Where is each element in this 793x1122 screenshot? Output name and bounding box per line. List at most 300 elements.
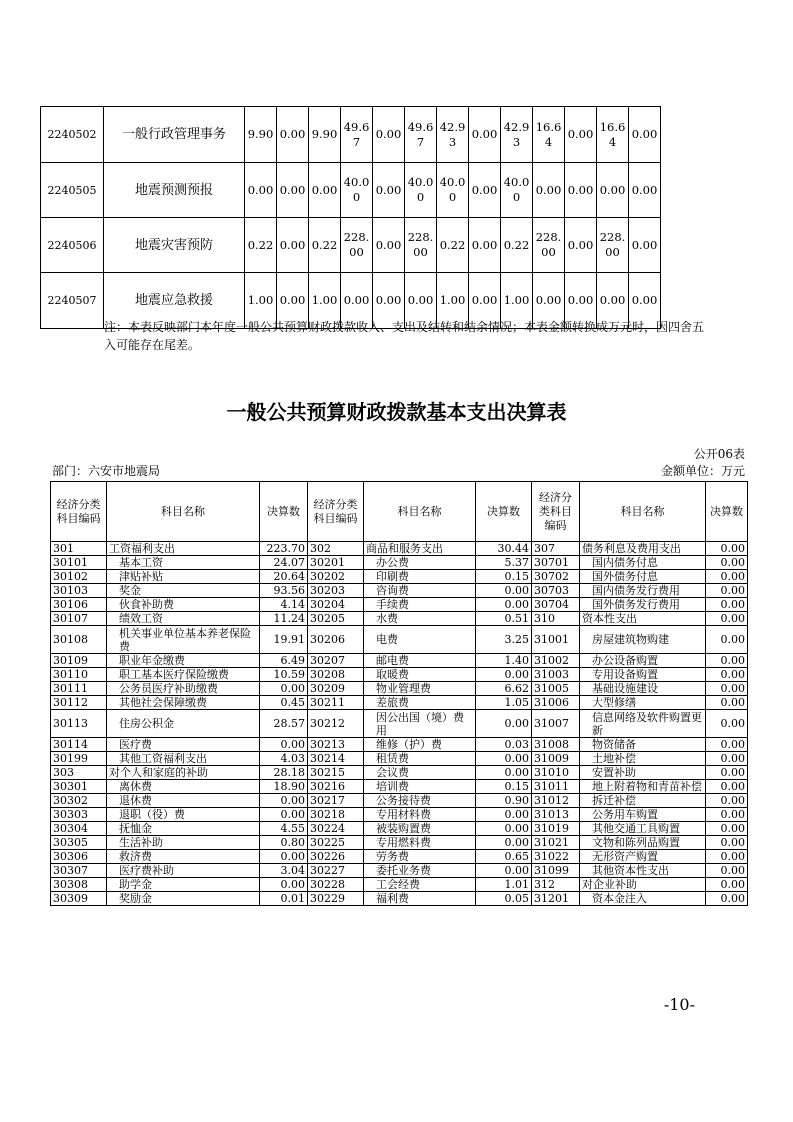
header-amount-1: 决算数 bbox=[260, 482, 308, 542]
economic-code: 30208 bbox=[308, 668, 364, 682]
amount-cell: 223.70 bbox=[260, 542, 308, 556]
amount-cell: 0.00 bbox=[706, 864, 748, 878]
economic-code: 30228 bbox=[308, 878, 364, 892]
table-row bbox=[51, 850, 748, 864]
economic-code: 30303 bbox=[51, 808, 107, 822]
amount-cell: 0.00 bbox=[533, 163, 565, 218]
header-code-3: 经济分类科目编码 bbox=[532, 482, 580, 542]
amount-cell: 16.64 bbox=[533, 107, 565, 163]
amount-cell: 1.05 bbox=[476, 696, 532, 710]
subject-name: 奖励金 bbox=[107, 892, 260, 906]
economic-code: 30703 bbox=[532, 584, 580, 598]
subject-name: 水费 bbox=[364, 612, 476, 626]
amount-cell: 0.00 bbox=[706, 850, 748, 864]
amount-cell: 0.00 bbox=[476, 822, 532, 836]
amount-cell: 0.00 bbox=[706, 794, 748, 808]
subject-code: 2240502 bbox=[41, 107, 104, 163]
amount-cell: 28.57 bbox=[260, 710, 308, 738]
subject-name: 基础设施建设 bbox=[580, 682, 706, 696]
amount-cell: 228.00 bbox=[597, 218, 629, 273]
subject-name: 印刷费 bbox=[364, 570, 476, 584]
unit-label: 金额单位：万元 bbox=[660, 464, 745, 478]
economic-code: 31019 bbox=[532, 822, 580, 836]
subject-name: 公务接待费 bbox=[364, 794, 476, 808]
subject-name: 专用燃料费 bbox=[364, 836, 476, 850]
amount-cell: 10.59 bbox=[260, 668, 308, 682]
subject-name: 工会经费 bbox=[364, 878, 476, 892]
table-row bbox=[51, 892, 748, 906]
table-row bbox=[41, 107, 661, 163]
economic-code: 30110 bbox=[51, 668, 107, 682]
economic-code: 30216 bbox=[308, 780, 364, 794]
subject-name: 绩效工资 bbox=[107, 612, 260, 626]
subject-name: 伙食补助费 bbox=[107, 598, 260, 612]
amount-cell: 40.00 bbox=[341, 163, 373, 218]
subject-name: 委托业务费 bbox=[364, 864, 476, 878]
subject-name: 对企业补助 bbox=[580, 878, 706, 892]
subject-name: 办公设备购置 bbox=[580, 654, 706, 668]
economic-code: 30201 bbox=[308, 556, 364, 570]
table-row bbox=[51, 570, 748, 584]
economic-code: 31099 bbox=[532, 864, 580, 878]
amount-cell: 0.90 bbox=[476, 794, 532, 808]
economic-code: 30108 bbox=[51, 626, 107, 654]
economic-code: 30229 bbox=[308, 892, 364, 906]
amount-cell: 0.00 bbox=[341, 273, 373, 329]
economic-code: 31001 bbox=[532, 626, 580, 654]
subject-name: 拆迁补偿 bbox=[580, 794, 706, 808]
subject-name: 其他工资福利支出 bbox=[107, 752, 260, 766]
subject-name: 医疗费 bbox=[107, 738, 260, 752]
amount-cell: 0.00 bbox=[706, 556, 748, 570]
amount-cell: 0.00 bbox=[469, 218, 501, 273]
amount-cell: 6.49 bbox=[260, 654, 308, 668]
amount-cell: 4.55 bbox=[260, 822, 308, 836]
table-row bbox=[51, 808, 748, 822]
amount-cell: 30.44 bbox=[476, 542, 532, 556]
amount-cell: 0.00 bbox=[260, 682, 308, 696]
subject-name: 电费 bbox=[364, 626, 476, 654]
subject-name: 资本性支出 bbox=[580, 612, 706, 626]
subject-name: 信息网络及软件购置更新 bbox=[580, 710, 706, 738]
amount-cell: 0.00 bbox=[373, 163, 405, 218]
amount-cell: 0.00 bbox=[706, 738, 748, 752]
amount-cell: 24.07 bbox=[260, 556, 308, 570]
amount-cell: 0.00 bbox=[260, 878, 308, 892]
economic-code: 30109 bbox=[51, 654, 107, 668]
economic-code: 30701 bbox=[532, 556, 580, 570]
economic-code: 30309 bbox=[51, 892, 107, 906]
economic-code: 30107 bbox=[51, 612, 107, 626]
economic-code: 30304 bbox=[51, 822, 107, 836]
amount-cell: 40.00 bbox=[501, 163, 533, 218]
subject-name: 抚恤金 bbox=[107, 822, 260, 836]
subject-name: 医疗费补助 bbox=[107, 864, 260, 878]
amount-cell: 0.00 bbox=[565, 107, 597, 163]
subject-name: 基本工资 bbox=[107, 556, 260, 570]
subject-name: 奖金 bbox=[107, 584, 260, 598]
amount-cell: 28.18 bbox=[260, 766, 308, 780]
subject-name: 公务用车购置 bbox=[580, 808, 706, 822]
economic-code: 31013 bbox=[532, 808, 580, 822]
amount-cell: 0.00 bbox=[476, 598, 532, 612]
economic-code: 30702 bbox=[532, 570, 580, 584]
amount-cell: 40.00 bbox=[437, 163, 469, 218]
amount-cell: 0.00 bbox=[629, 218, 661, 273]
amount-cell: 0.00 bbox=[476, 766, 532, 780]
subject-name: 国外债务发行费用 bbox=[580, 598, 706, 612]
amount-cell: 0.00 bbox=[476, 864, 532, 878]
amount-cell: 0.22 bbox=[501, 218, 533, 273]
subject-name: 物业管理费 bbox=[364, 682, 476, 696]
amount-cell: 0.22 bbox=[437, 218, 469, 273]
amount-cell: 0.00 bbox=[469, 163, 501, 218]
amount-cell: 0.00 bbox=[706, 710, 748, 738]
subject-name: 退休费 bbox=[107, 794, 260, 808]
economic-code: 31002 bbox=[532, 654, 580, 668]
amount-cell: 0.00 bbox=[706, 668, 748, 682]
economic-code: 30306 bbox=[51, 850, 107, 864]
economic-code: 30213 bbox=[308, 738, 364, 752]
economic-code: 31011 bbox=[532, 780, 580, 794]
amount-cell: 0.00 bbox=[629, 107, 661, 163]
subject-name: 助学金 bbox=[107, 878, 260, 892]
amount-cell: 0.00 bbox=[706, 696, 748, 710]
amount-cell: 0.80 bbox=[260, 836, 308, 850]
amount-cell: 0.00 bbox=[373, 273, 405, 329]
amount-cell: 0.00 bbox=[260, 850, 308, 864]
table-row bbox=[51, 598, 748, 612]
amount-cell: 0.00 bbox=[245, 163, 277, 218]
amount-cell: 0.00 bbox=[373, 218, 405, 273]
amount-cell: 0.00 bbox=[277, 107, 309, 163]
page-title: 一般公共预算财政拨款基本支出决算表 bbox=[226, 400, 567, 424]
table-row bbox=[51, 822, 748, 836]
amount-cell: 0.01 bbox=[260, 892, 308, 906]
economic-code: 31010 bbox=[532, 766, 580, 780]
amount-cell: 93.56 bbox=[260, 584, 308, 598]
amount-cell: 5.37 bbox=[476, 556, 532, 570]
economic-code: 30101 bbox=[51, 556, 107, 570]
subject-name: 其他资本性支出 bbox=[580, 864, 706, 878]
subject-name: 因公出国（境）费用 bbox=[364, 710, 476, 738]
subject-name: 机关事业单位基本养老保险费 bbox=[107, 626, 260, 654]
economic-code: 30206 bbox=[308, 626, 364, 654]
table-row bbox=[51, 864, 748, 878]
amount-cell: 0.00 bbox=[260, 738, 308, 752]
subject-name: 地震预测预报 bbox=[104, 163, 245, 218]
subject-name: 专用材料费 bbox=[364, 808, 476, 822]
subject-name: 房屋建筑物购建 bbox=[580, 626, 706, 654]
amount-cell: 0.00 bbox=[706, 654, 748, 668]
amount-cell: 0.65 bbox=[476, 850, 532, 864]
table-row bbox=[51, 794, 748, 808]
table-row bbox=[51, 752, 748, 766]
economic-code: 303 bbox=[51, 766, 107, 780]
subject-name: 无形资产购置 bbox=[580, 850, 706, 864]
table-row bbox=[51, 668, 748, 682]
economic-code: 30227 bbox=[308, 864, 364, 878]
amount-cell: 0.45 bbox=[260, 696, 308, 710]
economic-code: 31022 bbox=[532, 850, 580, 864]
subject-name: 差旅费 bbox=[364, 696, 476, 710]
economic-code: 30106 bbox=[51, 598, 107, 612]
subject-name: 国内债务付息 bbox=[580, 556, 706, 570]
header-code-2: 经济分类科目编码 bbox=[308, 482, 364, 542]
table-row bbox=[51, 710, 748, 738]
header-name-3: 科目名称 bbox=[580, 482, 706, 542]
amount-cell: 228.00 bbox=[405, 218, 437, 273]
amount-cell: 0.00 bbox=[469, 273, 501, 329]
economic-code: 30209 bbox=[308, 682, 364, 696]
economic-code: 31021 bbox=[532, 836, 580, 850]
subject-name: 会议费 bbox=[364, 766, 476, 780]
subject-name: 邮电费 bbox=[364, 654, 476, 668]
economic-code: 30305 bbox=[51, 836, 107, 850]
amount-cell: 0.00 bbox=[309, 163, 341, 218]
subject-name: 退职（役）费 bbox=[107, 808, 260, 822]
amount-cell: 0.00 bbox=[565, 163, 597, 218]
amount-cell: 0.22 bbox=[245, 218, 277, 273]
economic-code: 30102 bbox=[51, 570, 107, 584]
table-row bbox=[51, 654, 748, 668]
amount-cell: 49.67 bbox=[341, 107, 373, 163]
economic-code: 30212 bbox=[308, 710, 364, 738]
economic-code: 30112 bbox=[51, 696, 107, 710]
economic-code: 301 bbox=[51, 542, 107, 556]
amount-cell: 228.00 bbox=[341, 218, 373, 273]
subject-name: 被装购置费 bbox=[364, 822, 476, 836]
economic-code: 31009 bbox=[532, 752, 580, 766]
economic-code: 30217 bbox=[308, 794, 364, 808]
amount-cell: 0.00 bbox=[277, 163, 309, 218]
economic-code: 30215 bbox=[308, 766, 364, 780]
economic-code: 307 bbox=[532, 542, 580, 556]
subject-name: 手续费 bbox=[364, 598, 476, 612]
subject-name: 培训费 bbox=[364, 780, 476, 794]
subject-name: 津贴补贴 bbox=[107, 570, 260, 584]
economic-code: 30202 bbox=[308, 570, 364, 584]
form-number: 公开06表 bbox=[693, 447, 745, 461]
amount-cell: 0.00 bbox=[706, 752, 748, 766]
table-row bbox=[51, 878, 748, 892]
subject-name: 安置补助 bbox=[580, 766, 706, 780]
amount-cell: 0.00 bbox=[706, 542, 748, 556]
table-row bbox=[51, 836, 748, 850]
economic-code: 30203 bbox=[308, 584, 364, 598]
subject-name: 对个人和家庭的补助 bbox=[107, 766, 260, 780]
subject-name: 救济费 bbox=[107, 850, 260, 864]
amount-cell: 0.03 bbox=[476, 738, 532, 752]
table-row bbox=[51, 766, 748, 780]
subject-name: 一般行政管理事务 bbox=[104, 107, 245, 163]
header-amount-2: 决算数 bbox=[476, 482, 532, 542]
amount-cell: 0.00 bbox=[476, 710, 532, 738]
economic-code: 30301 bbox=[51, 780, 107, 794]
amount-cell: 0.00 bbox=[706, 584, 748, 598]
economic-code: 30704 bbox=[532, 598, 580, 612]
subject-code: 2240506 bbox=[41, 218, 104, 273]
table-row bbox=[51, 612, 748, 626]
amount-cell: 0.00 bbox=[629, 163, 661, 218]
amount-cell: 228.00 bbox=[533, 218, 565, 273]
amount-cell: 0.15 bbox=[476, 780, 532, 794]
amount-cell: 4.14 bbox=[260, 598, 308, 612]
amount-cell: 0.00 bbox=[706, 878, 748, 892]
economic-code: 30214 bbox=[308, 752, 364, 766]
amount-cell: 0.05 bbox=[476, 892, 532, 906]
subject-name: 办公费 bbox=[364, 556, 476, 570]
amount-cell: 0.51 bbox=[476, 612, 532, 626]
economic-code: 30205 bbox=[308, 612, 364, 626]
amount-cell: 49.67 bbox=[405, 107, 437, 163]
table-row bbox=[51, 626, 748, 654]
amount-cell: 0.00 bbox=[277, 273, 309, 329]
subject-name: 大型修缮 bbox=[580, 696, 706, 710]
amount-cell: 0.00 bbox=[260, 794, 308, 808]
subject-name: 公务员医疗补助缴费 bbox=[107, 682, 260, 696]
subject-name: 生活补助 bbox=[107, 836, 260, 850]
header-code-1: 经济分类科目编码 bbox=[51, 482, 107, 542]
expenditure-table bbox=[50, 481, 748, 906]
subject-name: 工资福利支出 bbox=[107, 542, 260, 556]
economic-code: 302 bbox=[308, 542, 364, 556]
amount-cell: 1.00 bbox=[501, 273, 533, 329]
economic-code: 30111 bbox=[51, 682, 107, 696]
amount-cell: 0.00 bbox=[706, 612, 748, 626]
amount-cell: 0.00 bbox=[277, 218, 309, 273]
table-row bbox=[41, 163, 661, 218]
subject-name: 国内债务发行费用 bbox=[580, 584, 706, 598]
table-note: 注：本表反映部门本年度一般公共预算财政拨款收入、支出及结转和结余情况；本表金额转换成万元时，因四舍五入可能存在尾差。 bbox=[104, 320, 705, 352]
table-row bbox=[51, 584, 748, 598]
subject-name: 地震应急救援 bbox=[104, 273, 245, 329]
header-name-1: 科目名称 bbox=[107, 482, 260, 542]
economic-code: 30224 bbox=[308, 822, 364, 836]
amount-cell: 0.00 bbox=[565, 273, 597, 329]
table-row bbox=[51, 738, 748, 752]
subject-name: 国外债务付息 bbox=[580, 570, 706, 584]
economic-code: 31005 bbox=[532, 682, 580, 696]
subject-name: 其他社会保障缴费 bbox=[107, 696, 260, 710]
amount-cell: 1.40 bbox=[476, 654, 532, 668]
amount-cell: 1.00 bbox=[309, 273, 341, 329]
economic-code: 30225 bbox=[308, 836, 364, 850]
amount-cell: 0.00 bbox=[597, 273, 629, 329]
economic-code: 310 bbox=[532, 612, 580, 626]
subject-name: 劳务费 bbox=[364, 850, 476, 864]
amount-cell: 19.91 bbox=[260, 626, 308, 654]
header-amount-3: 决算数 bbox=[706, 482, 748, 542]
amount-cell: 1.01 bbox=[476, 878, 532, 892]
amount-cell: 0.00 bbox=[405, 273, 437, 329]
subject-name: 债务利息及费用支出 bbox=[580, 542, 706, 556]
amount-cell: 0.00 bbox=[476, 752, 532, 766]
amount-cell: 0.00 bbox=[706, 682, 748, 696]
amount-cell: 0.00 bbox=[260, 808, 308, 822]
amount-cell: 4.03 bbox=[260, 752, 308, 766]
amount-cell: 20.64 bbox=[260, 570, 308, 584]
economic-code: 30302 bbox=[51, 794, 107, 808]
amount-cell: 0.00 bbox=[476, 584, 532, 598]
economic-code: 30226 bbox=[308, 850, 364, 864]
economic-code: 31201 bbox=[532, 892, 580, 906]
subject-name: 租赁费 bbox=[364, 752, 476, 766]
subject-name: 职业年金缴费 bbox=[107, 654, 260, 668]
amount-cell: 42.93 bbox=[437, 107, 469, 163]
economic-code: 30103 bbox=[51, 584, 107, 598]
table-row bbox=[51, 542, 748, 556]
economic-code: 31006 bbox=[532, 696, 580, 710]
amount-cell: 9.90 bbox=[245, 107, 277, 163]
amount-cell: 3.04 bbox=[260, 864, 308, 878]
table-row bbox=[41, 218, 661, 273]
amount-cell: 0.00 bbox=[706, 892, 748, 906]
table-row bbox=[51, 682, 748, 696]
amount-cell: 0.00 bbox=[706, 808, 748, 822]
amount-cell: 0.00 bbox=[597, 163, 629, 218]
amount-cell: 6.62 bbox=[476, 682, 532, 696]
page-number: -10- bbox=[663, 995, 695, 1014]
amount-cell: 0.00 bbox=[706, 822, 748, 836]
amount-cell: 0.00 bbox=[706, 626, 748, 654]
economic-code: 30308 bbox=[51, 878, 107, 892]
amount-cell: 0.00 bbox=[706, 780, 748, 794]
economic-code: 31007 bbox=[532, 710, 580, 738]
economic-code: 30114 bbox=[51, 738, 107, 752]
economic-code: 30218 bbox=[308, 808, 364, 822]
subject-name: 其他交通工具购置 bbox=[580, 822, 706, 836]
amount-cell: 0.00 bbox=[373, 107, 405, 163]
amount-cell: 0.00 bbox=[706, 766, 748, 780]
economic-code: 31008 bbox=[532, 738, 580, 752]
amount-cell: 0.00 bbox=[706, 570, 748, 584]
subject-name: 专用设备购置 bbox=[580, 668, 706, 682]
amount-cell: 3.25 bbox=[476, 626, 532, 654]
subject-code: 2240507 bbox=[41, 273, 104, 329]
economic-code: 30307 bbox=[51, 864, 107, 878]
header-name-2: 科目名称 bbox=[364, 482, 476, 542]
amount-cell: 0.00 bbox=[476, 808, 532, 822]
subject-name: 地上附着物和青苗补偿 bbox=[580, 780, 706, 794]
economic-code: 30199 bbox=[51, 752, 107, 766]
amount-cell: 0.00 bbox=[629, 273, 661, 329]
amount-cell: 1.00 bbox=[437, 273, 469, 329]
amount-cell: 0.22 bbox=[309, 218, 341, 273]
amount-cell: 18.90 bbox=[260, 780, 308, 794]
table-row bbox=[51, 696, 748, 710]
amount-cell: 40.00 bbox=[405, 163, 437, 218]
subject-name: 离休费 bbox=[107, 780, 260, 794]
amount-cell: 0.15 bbox=[476, 570, 532, 584]
amount-cell: 0.00 bbox=[706, 598, 748, 612]
economic-code: 30113 bbox=[51, 710, 107, 738]
economic-code: 30207 bbox=[308, 654, 364, 668]
amount-cell: 0.00 bbox=[565, 218, 597, 273]
amount-cell: 0.00 bbox=[476, 836, 532, 850]
subject-name: 资本金注入 bbox=[580, 892, 706, 906]
subject-name: 土地补偿 bbox=[580, 752, 706, 766]
subject-name: 取暖费 bbox=[364, 668, 476, 682]
amount-cell: 42.93 bbox=[501, 107, 533, 163]
economic-code: 30204 bbox=[308, 598, 364, 612]
subject-name: 福利费 bbox=[364, 892, 476, 906]
subject-name: 文物和陈列品购置 bbox=[580, 836, 706, 850]
subject-name: 地震灾害预防 bbox=[104, 218, 245, 273]
top-table bbox=[40, 106, 661, 329]
economic-code: 30211 bbox=[308, 696, 364, 710]
amount-cell: 0.00 bbox=[476, 668, 532, 682]
